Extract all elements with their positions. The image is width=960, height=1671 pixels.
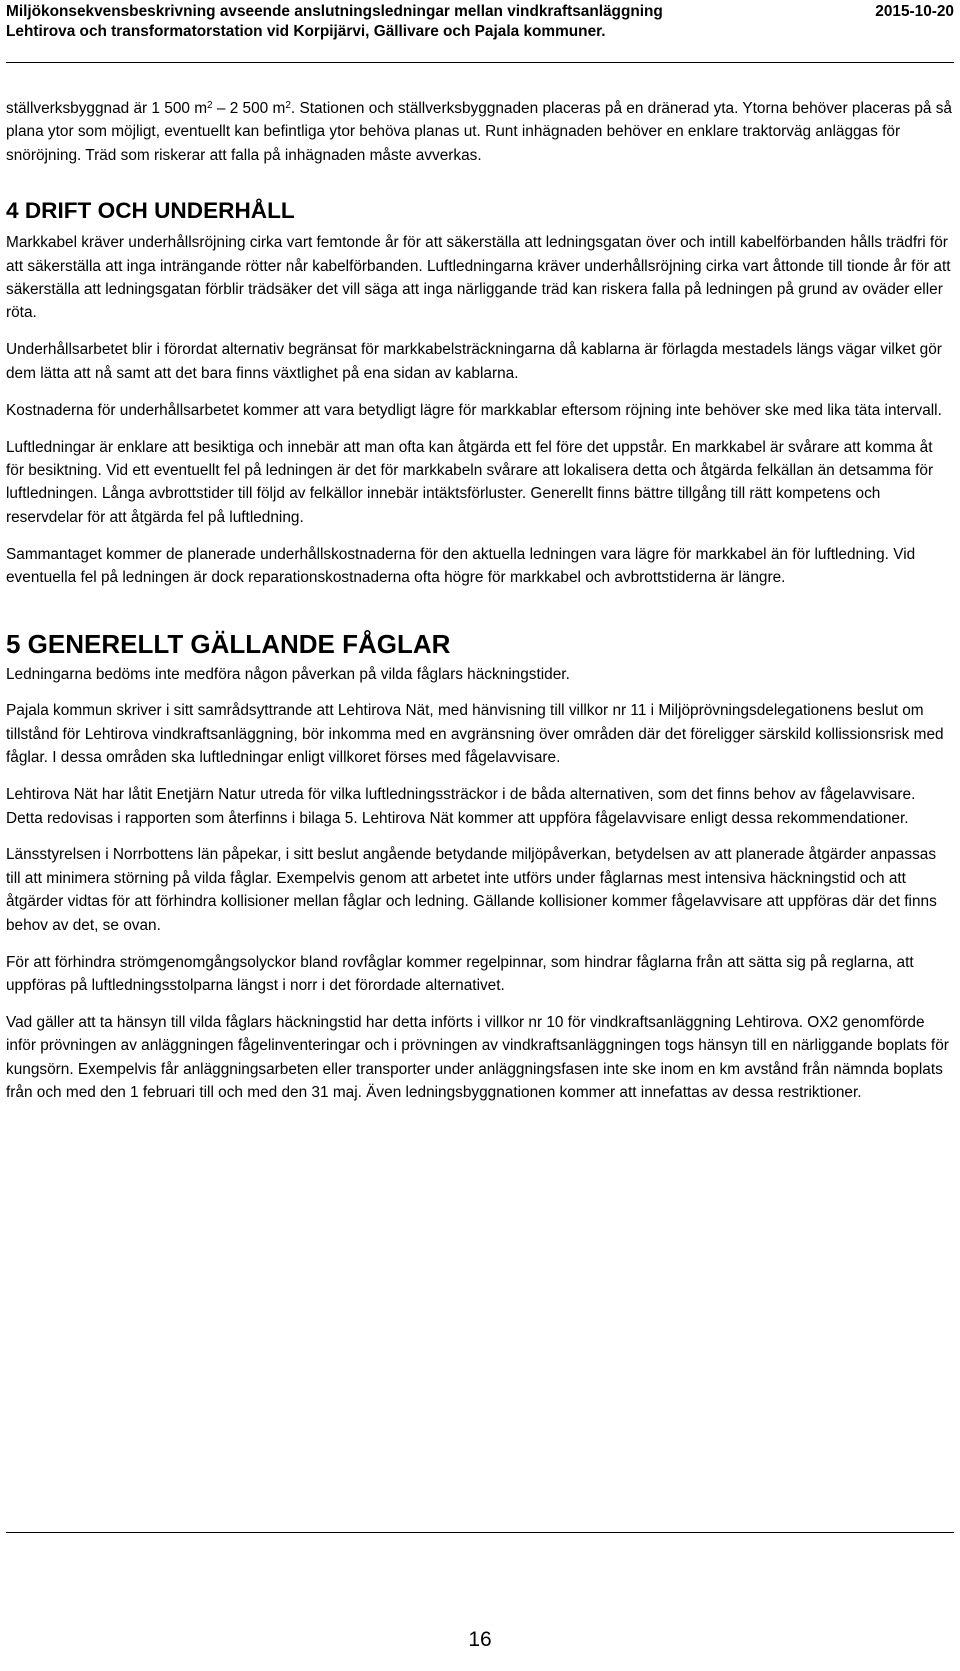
page-content (6, 97, 954, 1105)
superscript: 2 (285, 100, 291, 111)
page-header (6, 2, 954, 63)
body-paragraph: För att förhindra strömgenomgångsolyckor bland rovfåglar kommer regelpinnar, som hindrar fåglarna från att sätta sig på reglarna, att uppföras på luftledningsstolparna längst i norr i det förordade alternativet. (6, 953, 914, 994)
body-paragraph: Sammantaget kommer de planerade underhållskostnaderna för den aktuella ledningen vara lägre för markkabel än för luftledning. Vid eventuella fel på ledningen är dock reparationskostnaderna ofta högre för markkabel och avbrottstiderna är längre. (6, 545, 916, 587)
intro-text-start: ställverksbyggnad är 1 500 m (6, 100, 208, 117)
body-paragraph: Ledningarna bedöms inte medföra någon påverkan på vilda fåglars häckningstider. (6, 665, 570, 683)
superscript: 2 (207, 100, 213, 111)
footer-divider (6, 1532, 954, 1533)
document-date: 2015-10-20 (875, 3, 954, 20)
intro-text-dash: – 2 500 m (212, 100, 286, 117)
body-paragraph: Underhållsarbetet blir i förordat alternativ begränsat för markkabelsträckningarna då kablarna är förlagda mestadels längs vägar vilket gör dem lätta att nå samt att det bara finns växtlighet på ena sidan av kablarna. (6, 341, 942, 382)
body-paragraph: Länsstyrelsen i Norrbottens län påpekar, i sitt beslut angående betydande miljöpåverkan, betydelsen av att planerade åtgärder anpassas till att minimera störning på vilda fåglar. Exempelvis genom att arbetet inte utförs under fåglarnas mest intensiva häckningstid och att åtgärder vidtas för att förhindra kollisioner mellan fåglar och ledning. Gällande kollisioner kommer fågelavvisare att uppföras där det finns behov av det, se ovan. (6, 846, 937, 934)
section-heading-drift-och-underhall: 4 DRIFT OCH UNDERHÅLL (6, 198, 295, 224)
body-paragraph: Luftledningar är enklare att besiktiga och innebär att man ofta kan åtgärda ett fel före det uppstår. En markkabel är svårare att komma åt för besiktning. Vid ett eventuellt fel på ledningen är det för markkabeln svårare att lokalisera detta och åtgärda felkällan än detsamma för luftledningen. Långa avbrottstider till följd av felkällor innebär intäktsförluster. Generellt finns bättre tillgång till rätt kompetens och reservdelar för att åtgärda fel på luftledning. (6, 438, 934, 526)
body-paragraph: Markkabel kräver underhållsröjning cirka vart femtonde år för att säkerställa att ledningsgatan över och intill kabelförbanden hålls trädfri för att säkerställa att inga inträngande rötter når kabelförbanden. Luftledningarna kräver underhållsröjning cirka vart åttonde till tionde år för att säkerställa att ledningsgatan förblir trädsäker det vill säga att inga närliggande träd kan riskera falla på ledningen på grund av oväder eller röta. (6, 234, 951, 322)
body-paragraph: Kostnaderna för underhållsarbetet kommer att vara betydligt lägre för markkablar eftersom röjning inte behöver ske med lika täta intervall. (6, 401, 942, 419)
intro-paragraph (6, 97, 954, 167)
body-paragraph: Lehtirova Nät har låtit Enetjärn Natur utreda för vilka luftledningssträckor i de båda alternativen, som det finns behov av fågelavvisare. Detta redovisas i rapporten som återfinns i bilaga 5. Lehtirova Nät kommer att uppföra fågelavvisare enligt dessa rekommendationer. (6, 786, 916, 827)
body-paragraph: Pajala kommun skriver i sitt samrådsyttrande att Lehtirova Nät, med hänvisning till villkor nr 11 i Miljöprövningsdelegationens beslut om tillstånd för Lehtirova vindkraftsanläggning, bör inkomma med en avgränsning över områden där det föreligger särskild kollissionsrisk med fåglar. I dessa områden ska luftledningar enligt villkoret förses med fågelavvisare. (6, 702, 944, 767)
document-title: Miljökonsekvensbeskrivning avseende anslutningsledningar mellan vindkraftsanläggning Lehtirova och transformatorstation vid Korpijärvi, Gällivare och Pajala kommuner. (6, 3, 663, 40)
intro-text-rest: . Stationen och ställverksbyggnaden placeras på en dränerad yta. Ytorna behöver placeras på så plana ytor som möjligt, eventuellt kan befintliga ytor behöva planas ut. Runt inhägnaden behöver en enklare traktorväg anläggas för snöröjning. Träd som riskerar att falla på inhägnaden måste avverkas. (6, 100, 952, 164)
body-paragraph: Vad gäller att ta hänsyn till vilda fåglars häckningstid har detta införts i villkor nr 10 för vindkraftsanläggning Lehtirova. OX2 genomförde inför prövningen av anläggningen fågelinventeringar och i prövningen av vindkraftsanläggningen togs hänsyn till en närliggande boplats för kungsörn. Exempelvis får anläggningsarbeten eller transporter under anläggningsfasen inte ske inom en km avstånd från nämnda boplats från och med den 1 februari till och med den 31 maj. Även ledningsbyggnationen kommer att innefattas av dessa restriktioner. (6, 1013, 949, 1102)
section-heading-generellt-gallande-faglar: 5 GENERELLT GÄLLANDE FÅGLAR (6, 628, 451, 659)
page-number: 16 (468, 1628, 492, 1651)
